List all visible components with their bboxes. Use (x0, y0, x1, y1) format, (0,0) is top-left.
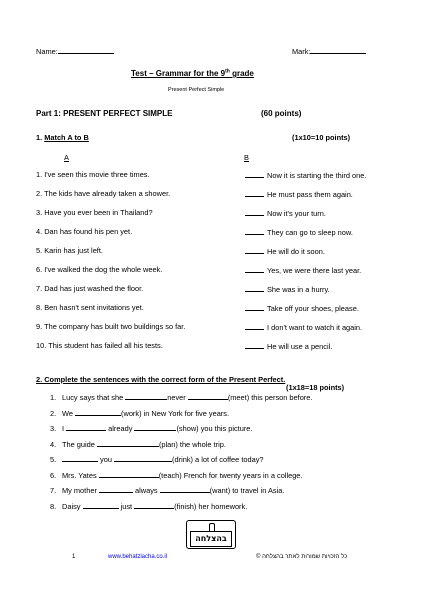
match-item-b-text: They can go to sleep now. (267, 228, 353, 237)
exercise-number: 6. (50, 470, 57, 480)
exercise-text: Daisy (62, 501, 83, 511)
mark-label: Mark: (292, 47, 311, 56)
part1-title: Part 1: PRESENT PERFECT SIMPLE (36, 109, 173, 118)
site-url[interactable]: www.behatzlacha.co.il (108, 554, 168, 560)
fill-blank[interactable] (62, 454, 98, 462)
match-item-b (245, 170, 366, 180)
fill-blank[interactable] (75, 408, 121, 416)
fill-blank[interactable] (134, 423, 176, 431)
match-item-a: 8. Ben hasn't sent invitations yet. (36, 303, 144, 312)
part1-points: (60 points) (261, 109, 302, 118)
fill-blank[interactable] (188, 392, 228, 400)
answer-blank[interactable] (245, 322, 264, 330)
exercise-text: Lucy says that she (62, 393, 126, 402)
match-item-b-text: Take off your shoes, please. (267, 304, 359, 313)
column-a-header: A (64, 153, 69, 162)
exercise-item (50, 408, 229, 418)
exercise-text: (drink) a lot of coffee today? (172, 455, 264, 464)
fill-blank[interactable] (99, 470, 159, 478)
fill-blank[interactable] (99, 485, 133, 493)
match-item-b (245, 265, 361, 275)
section1-title (36, 133, 89, 142)
exercise-item (50, 470, 302, 480)
exercise-text: (teach) French for twenty years in a college. (158, 470, 303, 480)
exercise-item (50, 501, 247, 511)
title-sup: th (225, 68, 230, 75)
match-item-b-text: She was in a hurry. (267, 285, 330, 294)
fill-blank[interactable] (83, 501, 119, 509)
match-item-a: 1. I've seen this movie three times. (36, 170, 150, 179)
match-item-b (245, 246, 325, 256)
exercise-text: you (98, 455, 115, 464)
name-field (36, 46, 114, 56)
page-number: 1 (72, 554, 76, 560)
match-item-b-text: He will use a pencil. (267, 342, 333, 351)
fill-blank[interactable] (160, 485, 210, 493)
match-row (36, 246, 366, 256)
fill-blank[interactable] (134, 501, 174, 509)
exercise-text: (work) in New York for five years. (121, 408, 230, 418)
exercise-text: I (62, 424, 67, 433)
exercise-text: (plan) the whole trip. (158, 439, 226, 449)
match-row (36, 322, 366, 332)
match-item-a: 9. The company has built two buildings so far. (36, 322, 186, 331)
match-item-b-text: Now it's your turn. (267, 209, 326, 218)
match-row (36, 227, 366, 237)
mark-field (292, 46, 366, 56)
answer-blank[interactable] (245, 265, 264, 273)
match-item-b-text: Yes, we were there last year. (267, 266, 362, 275)
match-row (36, 341, 366, 351)
exercise-number: 2. (50, 408, 57, 418)
logo-text: בהצלחה (190, 531, 232, 547)
exercise-text: (meet) this person before. (227, 393, 313, 402)
answer-blank[interactable] (245, 189, 264, 197)
exercise-number: 7. (50, 486, 57, 495)
match-row (36, 170, 366, 180)
section2-title: 2. Complete the sentences with the correct form of the Present Perfect. (36, 375, 286, 384)
name-blank (58, 46, 114, 54)
fill-blank[interactable] (66, 423, 106, 431)
exercise-text: never (167, 393, 188, 402)
mark-blank (310, 46, 366, 54)
match-item-a: 7. Dad has just washed the floor. (36, 284, 144, 293)
exercise-number: 1. (50, 393, 57, 402)
match-item-b (245, 189, 353, 199)
match-item-b (245, 303, 359, 313)
match-item-b-text: Now it is starting the third one. (267, 171, 367, 180)
site-link[interactable] (108, 554, 167, 560)
exercise-item (50, 423, 252, 433)
section2-points: (1x18=18 points) (286, 383, 345, 392)
match-item-b-text: He must pass them again. (267, 190, 353, 199)
match-row (36, 265, 366, 275)
exercise-text: (finish) her homework. (174, 501, 248, 511)
match-item-b-text: He will do it soon. (267, 247, 325, 256)
match-row (36, 189, 366, 199)
exercise-item (50, 485, 284, 495)
fill-blank[interactable] (97, 439, 159, 447)
behatzlacha-logo (186, 520, 236, 549)
answer-blank[interactable] (245, 341, 264, 349)
exercise-text: (show) you this picture. (176, 424, 253, 433)
test-subtitle: Present Perfect Simple (168, 87, 225, 93)
exercise-number: 8. (50, 501, 57, 511)
answer-blank[interactable] (245, 303, 264, 311)
match-item-a: 3. Have you ever been in Thailand? (36, 208, 153, 217)
exercise-number: 3. (50, 424, 57, 433)
copyright-notice: כל הזכויות שמורות לאתר בהצלחה © (256, 554, 348, 560)
exercise-text: The guide (62, 439, 97, 449)
exercise-text: just (118, 501, 135, 511)
exercise-text: always (132, 486, 160, 495)
match-item-a: 5. Karin has just left. (36, 246, 103, 255)
match-item-b-text: I don't want to watch it again. (267, 323, 363, 332)
match-item-a: 10. This student has failed all his tests. (36, 341, 163, 350)
exercise-item (50, 439, 226, 449)
match-item-a: 4. Dan has found his pen yet. (36, 227, 133, 236)
section1-num: 1. (36, 133, 45, 142)
section1-title-text: Match A to B (44, 133, 89, 142)
exercise-text: Mrs. Yates (62, 470, 99, 480)
match-item-b (245, 284, 330, 294)
match-item-b (245, 322, 362, 332)
column-b-header: B (244, 153, 249, 162)
answer-blank[interactable] (245, 227, 264, 235)
fill-blank[interactable] (114, 454, 172, 462)
exercise-number: 5. (50, 455, 57, 464)
exercise-text: already (106, 424, 135, 433)
match-item-b (245, 208, 326, 218)
match-row (36, 208, 366, 218)
title-tail: grade (229, 69, 254, 78)
name-label: Name: (36, 47, 58, 56)
exercise-text: We (62, 408, 76, 418)
match-item-a: 2. The kids have already taken a shower. (36, 189, 171, 198)
match-item-b (245, 341, 332, 351)
title-main: Test – Grammar for the 9 (131, 69, 226, 78)
answer-blank[interactable] (245, 246, 264, 254)
test-title (131, 69, 254, 78)
match-item-b (245, 227, 353, 237)
fill-blank[interactable] (125, 392, 167, 400)
match-item-a: 6. I've walked the dog the whole week. (36, 265, 163, 274)
answer-blank[interactable] (245, 284, 264, 292)
match-row (36, 284, 366, 294)
exercise-text: My mother (62, 486, 99, 495)
exercise-text: (want) to travel in Asia. (209, 486, 285, 495)
exercise-number: 4. (50, 439, 57, 449)
section1-points: (1x10=10 points) (292, 133, 351, 142)
exercise-item (50, 454, 264, 464)
answer-blank[interactable] (245, 170, 264, 178)
answer-blank[interactable] (245, 208, 264, 216)
match-row (36, 303, 366, 313)
exercise-item (50, 392, 312, 402)
